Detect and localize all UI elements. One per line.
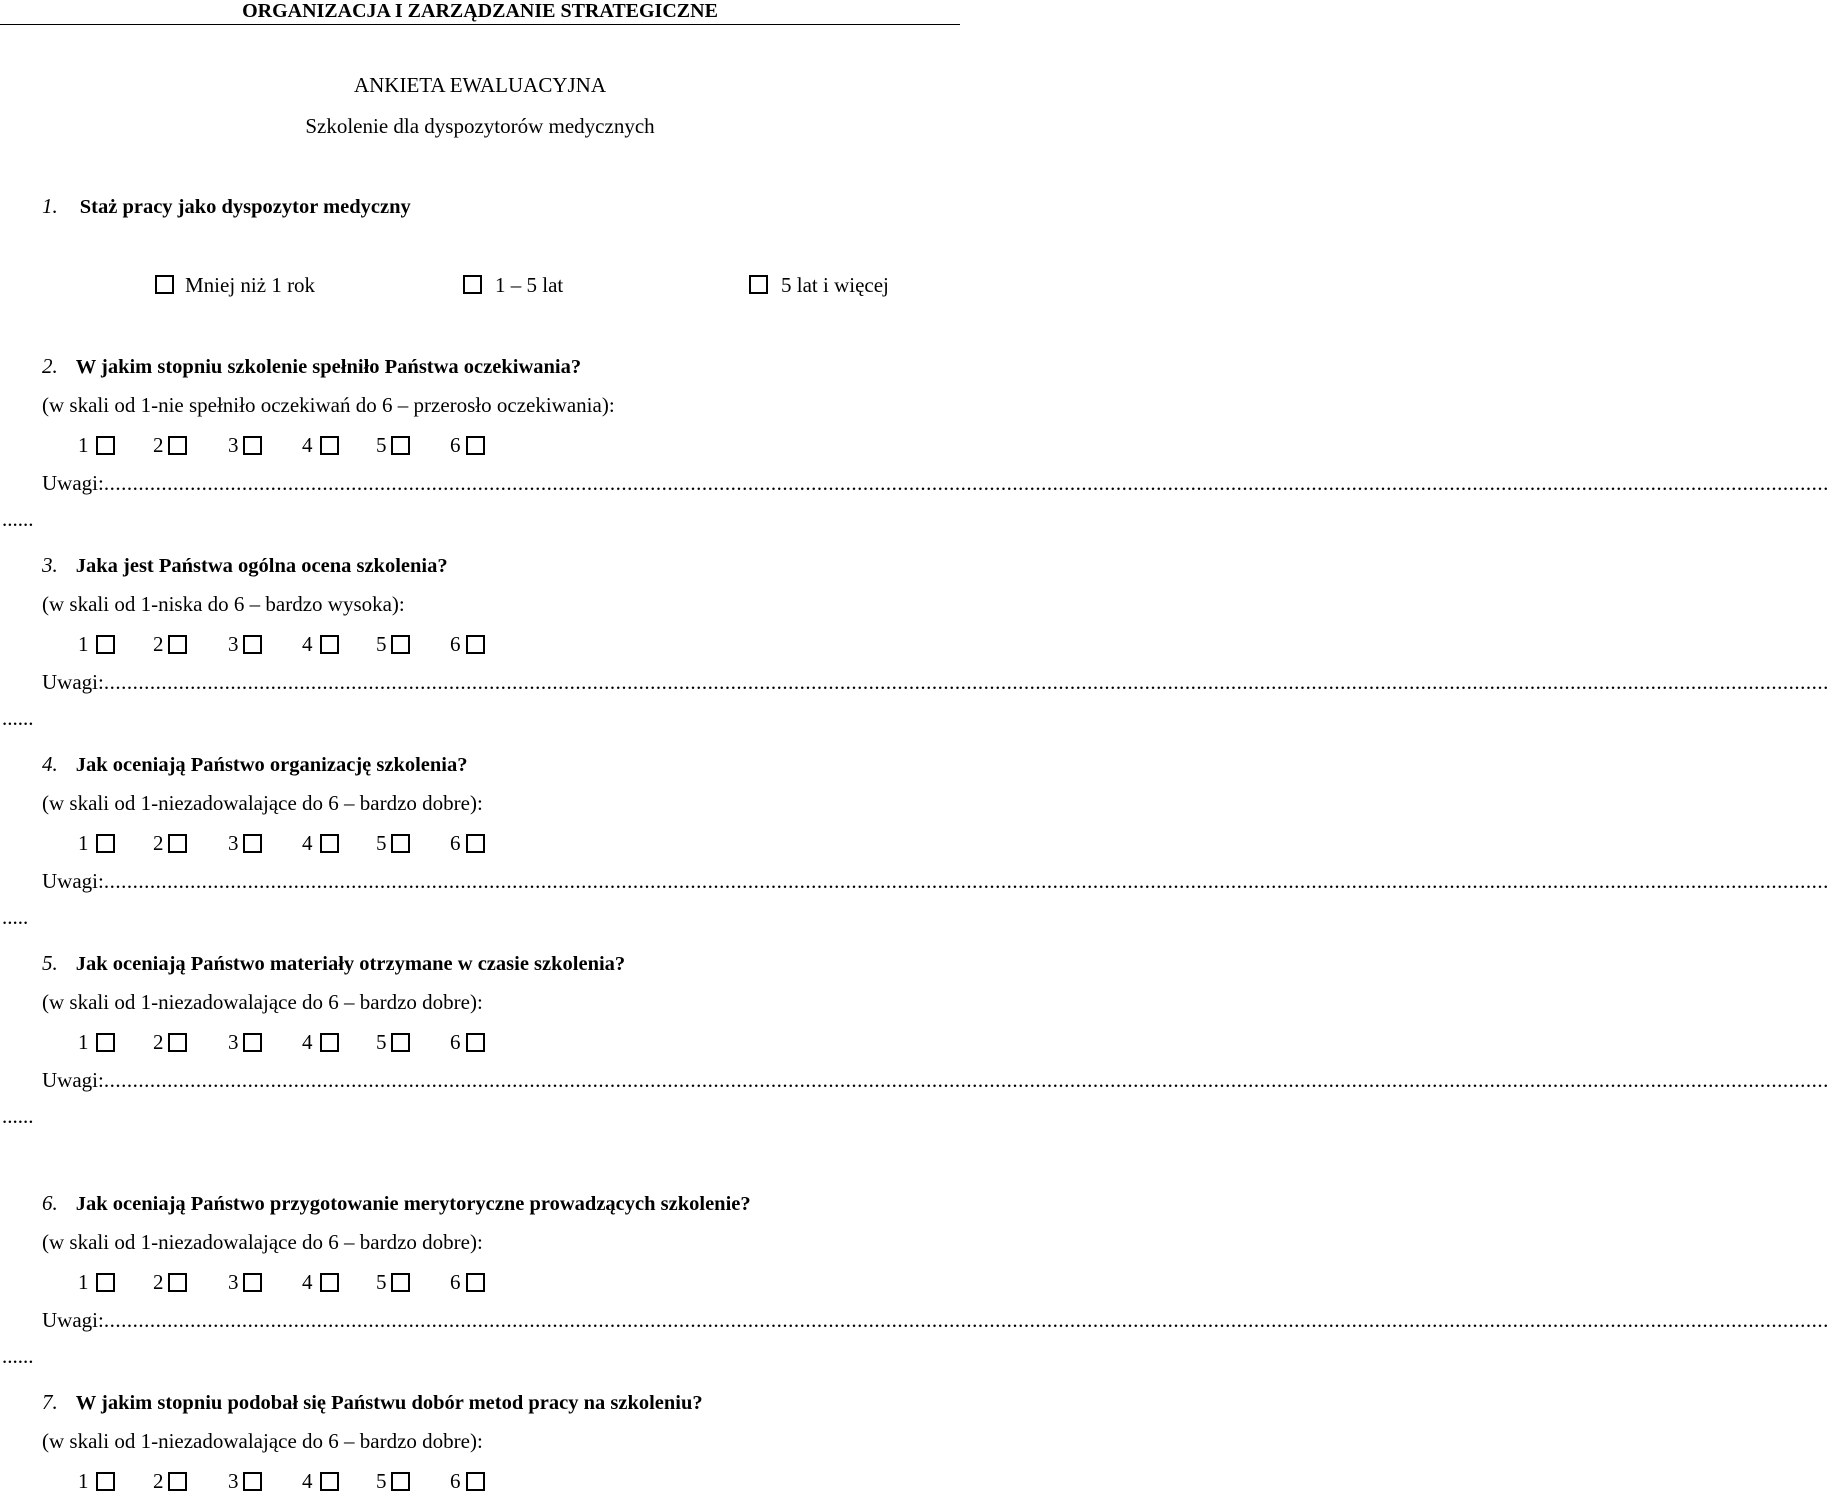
remarks-label: Uwagi: xyxy=(42,670,104,694)
rating-number: 4 xyxy=(302,831,313,855)
rating-6-checkbox[interactable] xyxy=(466,1273,485,1292)
question-number: 7. xyxy=(42,1390,58,1414)
question-line xyxy=(42,354,581,379)
rating-number: 6 xyxy=(450,632,461,656)
rating-1-checkbox[interactable] xyxy=(96,1472,115,1491)
remarks-dotted-continuation: ...... xyxy=(2,706,34,730)
rating-number: 6 xyxy=(450,1270,461,1294)
rating-5-checkbox[interactable] xyxy=(391,834,410,853)
rating-4-checkbox[interactable] xyxy=(320,436,339,455)
rating-4-checkbox[interactable] xyxy=(320,1033,339,1052)
rating-2-checkbox[interactable] xyxy=(168,834,187,853)
rating-6-checkbox[interactable] xyxy=(466,635,485,654)
remarks-field[interactable] xyxy=(42,868,1829,894)
rating-number: 3 xyxy=(228,1270,239,1294)
scale-description: (w skali od 1-niezadowalające do 6 – bardzo dobre): xyxy=(42,791,483,815)
rating-2-checkbox[interactable] xyxy=(168,1033,187,1052)
rating-number: 4 xyxy=(302,1270,313,1294)
survey-subtitle: Szkolenie dla dyspozytorów medycznych xyxy=(305,114,655,138)
rating-number: 1 xyxy=(78,1469,89,1493)
experience-option-label: Mniej niż 1 rok xyxy=(185,273,316,297)
rating-number: 1 xyxy=(78,1270,89,1294)
question-text: Staż pracy jako dyspozytor medyczny xyxy=(79,196,411,218)
rating-number: 3 xyxy=(228,433,239,457)
question-number: 3. xyxy=(42,553,58,577)
question-text: W jakim stopniu podobał się Państwu dobór metod pracy na szkoleniu? xyxy=(75,1392,703,1414)
remarks-label: Uwagi: xyxy=(42,1068,104,1092)
rating-2-checkbox[interactable] xyxy=(168,1273,187,1292)
experience-1-5-checkbox[interactable] xyxy=(463,275,482,294)
remarks-field[interactable] xyxy=(42,470,1829,496)
question-line xyxy=(42,1390,703,1415)
scale-description: (w skali od 1-niezadowalające do 6 – bardzo dobre): xyxy=(42,990,483,1014)
question-number: 2. xyxy=(42,354,58,378)
rating-number: 4 xyxy=(302,1030,313,1054)
rating-6-checkbox[interactable] xyxy=(466,1472,485,1491)
rating-1-checkbox[interactable] xyxy=(96,635,115,654)
question-number: 1. xyxy=(42,194,58,218)
question-text: Jak oceniają Państwo przygotowanie merytoryczne prowadzących szkolenie? xyxy=(75,1193,751,1215)
rating-5-checkbox[interactable] xyxy=(391,1033,410,1052)
remarks-label: Uwagi: xyxy=(42,1308,104,1332)
experience-5-plus-checkbox[interactable] xyxy=(749,275,768,294)
question-text: W jakim stopniu szkolenie spełniło Państwa oczekiwania? xyxy=(75,356,582,378)
rating-5-checkbox[interactable] xyxy=(391,635,410,654)
rating-1-checkbox[interactable] xyxy=(96,834,115,853)
rating-number: 5 xyxy=(376,1030,387,1054)
rating-2-checkbox[interactable] xyxy=(168,1472,187,1491)
remarks-label: Uwagi: xyxy=(42,471,104,495)
rating-number: 5 xyxy=(376,831,387,855)
rating-number: 3 xyxy=(228,831,239,855)
remarks-dotted-line: ............................................................................................................................................................................................................................................................................................................ xyxy=(103,471,1829,495)
rating-number: 4 xyxy=(302,632,313,656)
remarks-dotted-continuation: ...... xyxy=(2,1104,34,1128)
rating-1-checkbox[interactable] xyxy=(96,436,115,455)
experience-option-label: 1 – 5 lat xyxy=(495,273,564,297)
rating-number: 5 xyxy=(376,1270,387,1294)
rating-number: 6 xyxy=(450,1469,461,1493)
rating-number: 1 xyxy=(78,1030,89,1054)
question-line xyxy=(42,951,625,976)
rating-3-checkbox[interactable] xyxy=(243,1033,262,1052)
question-line xyxy=(42,752,468,777)
remarks-dotted-line: ............................................................................................................................................................................................................................................................................................................ xyxy=(103,1068,1829,1092)
rating-number: 1 xyxy=(78,831,89,855)
rating-number: 2 xyxy=(153,632,164,656)
rating-number: 1 xyxy=(78,632,89,656)
document-header: ORGANIZACJA I ZARZĄDZANIE STRATEGICZNE xyxy=(242,0,718,22)
rating-3-checkbox[interactable] xyxy=(243,1472,262,1491)
rating-4-checkbox[interactable] xyxy=(320,1472,339,1491)
survey-title: ANKIETA EWALUACYJNA xyxy=(353,73,607,97)
rating-2-checkbox[interactable] xyxy=(168,436,187,455)
remarks-field[interactable] xyxy=(42,1067,1829,1093)
rating-number: 2 xyxy=(153,831,164,855)
remarks-dotted-line: ............................................................................................................................................................................................................................................................................................................ xyxy=(103,1308,1829,1332)
remarks-label: Uwagi: xyxy=(42,869,104,893)
rating-number: 2 xyxy=(153,433,164,457)
experience-less-than-1-checkbox[interactable] xyxy=(155,275,174,294)
rating-3-checkbox[interactable] xyxy=(243,436,262,455)
rating-number: 6 xyxy=(450,831,461,855)
rating-number: 2 xyxy=(153,1469,164,1493)
question-text: Jaka jest Państwa ogólna ocena szkolenia? xyxy=(75,555,448,577)
question-line xyxy=(42,1191,751,1216)
remarks-dotted-continuation: ..... xyxy=(2,905,29,929)
rating-number: 5 xyxy=(376,1469,387,1493)
question-text: Jak oceniają Państwo materiały otrzymane w czasie szkolenia? xyxy=(75,953,626,975)
rating-number: 3 xyxy=(228,632,239,656)
rating-3-checkbox[interactable] xyxy=(243,834,262,853)
question-line xyxy=(42,553,448,578)
rating-2-checkbox[interactable] xyxy=(168,635,187,654)
remarks-dotted-continuation: ...... xyxy=(2,1344,34,1368)
scale-description: (w skali od 1-nie spełniło oczekiwań do 6 – przerosło oczekiwania): xyxy=(42,393,615,417)
rating-number: 5 xyxy=(376,433,387,457)
rating-number: 6 xyxy=(450,1030,461,1054)
rating-5-checkbox[interactable] xyxy=(391,1273,410,1292)
rating-number: 4 xyxy=(302,1469,313,1493)
question-number: 5. xyxy=(42,951,58,975)
scale-description: (w skali od 1-niezadowalające do 6 – bardzo dobre): xyxy=(42,1230,483,1254)
rating-1-checkbox[interactable] xyxy=(96,1273,115,1292)
rating-number: 1 xyxy=(78,433,89,457)
question-text: Jak oceniają Państwo organizację szkolenia? xyxy=(75,754,468,776)
experience-option-label: 5 lat i więcej xyxy=(781,273,889,297)
rating-5-checkbox[interactable] xyxy=(391,1472,410,1491)
remarks-dotted-line: ............................................................................................................................................................................................................................................................................................................ xyxy=(103,670,1829,694)
rating-number: 3 xyxy=(228,1469,239,1493)
rating-number: 3 xyxy=(228,1030,239,1054)
rating-6-checkbox[interactable] xyxy=(466,834,485,853)
remarks-field[interactable] xyxy=(42,1307,1829,1333)
rating-5-checkbox[interactable] xyxy=(391,436,410,455)
rating-number: 6 xyxy=(450,433,461,457)
rating-number: 2 xyxy=(153,1270,164,1294)
rating-4-checkbox[interactable] xyxy=(320,635,339,654)
question-number: 6. xyxy=(42,1191,58,1215)
rating-number: 2 xyxy=(153,1030,164,1054)
remarks-field[interactable] xyxy=(42,669,1829,695)
remarks-dotted-continuation: ...... xyxy=(2,507,34,531)
scale-description: (w skali od 1-niska do 6 – bardzo wysoka): xyxy=(42,592,405,616)
rating-number: 4 xyxy=(302,433,313,457)
rating-1-checkbox[interactable] xyxy=(96,1033,115,1052)
rating-3-checkbox[interactable] xyxy=(243,635,262,654)
question-number: 4. xyxy=(42,752,58,776)
rating-6-checkbox[interactable] xyxy=(466,1033,485,1052)
rating-6-checkbox[interactable] xyxy=(466,436,485,455)
scale-description: (w skali od 1-niezadowalające do 6 – bardzo dobre): xyxy=(42,1429,483,1453)
remarks-dotted-line: ............................................................................................................................................................................................................................................................................................................ xyxy=(103,869,1829,893)
header-rule xyxy=(0,24,960,25)
rating-4-checkbox[interactable] xyxy=(320,834,339,853)
question-1 xyxy=(42,194,411,219)
rating-3-checkbox[interactable] xyxy=(243,1273,262,1292)
rating-number: 5 xyxy=(376,632,387,656)
rating-4-checkbox[interactable] xyxy=(320,1273,339,1292)
